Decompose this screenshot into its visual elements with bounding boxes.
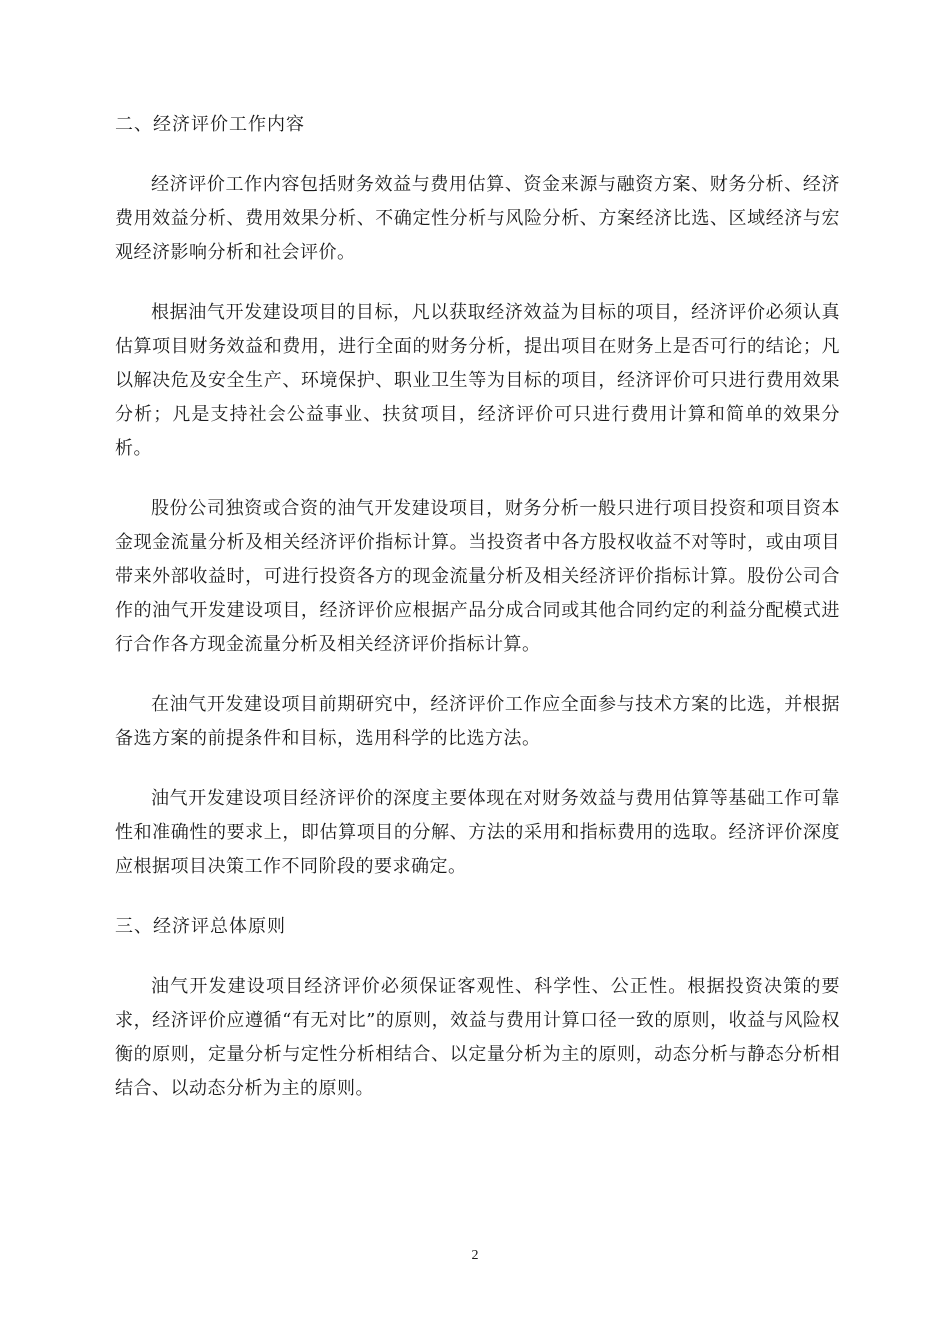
section-heading-3: 三、经济评总体原则 bbox=[115, 916, 286, 937]
paragraph-joint-venture: 股份公司独资或合资的油气开发建设项目，财务分析一般只进行项目投资和项目资本金现金流量分析及相关经济评价指标计算。当投资者中各方股权收益不对等时，或由项目带来外部收益时，可进行投资各方的现金流量分析及相关经济评价指标计算。股份公司合作的油气开发建设项目，经济评价应根据产品分成合同或其他合同约定的利益分配模式进行合作各方现金流量分析及相关经济评价指标计算。 bbox=[115, 498, 840, 655]
document-page bbox=[115, 108, 840, 1106]
paragraph-evaluation-depth: 油气开发建设项目经济评价的深度主要体现在对财务效益与费用估算等基础工作可靠性和准确性的要求上，即估算项目的分解、方法的采用和指标费用的选取。经济评价深度应根据项目决策工作不同阶段的要求确定。 bbox=[115, 788, 840, 877]
paragraph-scheme-comparison: 在油气开发建设项目前期研究中，经济评价工作应全面参与技术方案的比选，并根据备选方案的前提条件和目标，选用科学的比选方法。 bbox=[115, 694, 840, 749]
paragraph-content-scope: 经济评价工作内容包括财务效益与费用估算、资金来源与融资方案、财务分析、经济费用效益分析、费用效果分析、不确定性分析与风险分析、方案经济比选、区域经济与宏观经济影响分析和社会评价。 bbox=[115, 174, 840, 263]
section-heading-2: 二、经济评价工作内容 bbox=[115, 114, 305, 135]
paragraph-principles: 油气开发建设项目经济评价必须保证客观性、科学性、公正性。根据投资决策的要求，经济评价应遵循“有无对比”的原则，效益与费用计算口径一致的原则，收益与风险权衡的原则，定量分析与定性分析相结合、以定量分析为主的原则，动态分析与静态分析相结合、以动态分析为主的原则。 bbox=[115, 976, 840, 1099]
paragraph-project-goals: 根据油气开发建设项目的目标，凡以获取经济效益为目标的项目，经济评价必须认真估算项目财务效益和费用，进行全面的财务分析，提出项目在财务上是否可行的结论；凡以解决危及安全生产、环境保护、职业卫生等为目标的项目，经济评价可只进行费用效果分析；凡是支持社会公益事业、扶贫项目，经济评价可只进行费用计算和简单的效果分析。 bbox=[115, 302, 840, 459]
page-number: 2 bbox=[471, 1248, 479, 1263]
